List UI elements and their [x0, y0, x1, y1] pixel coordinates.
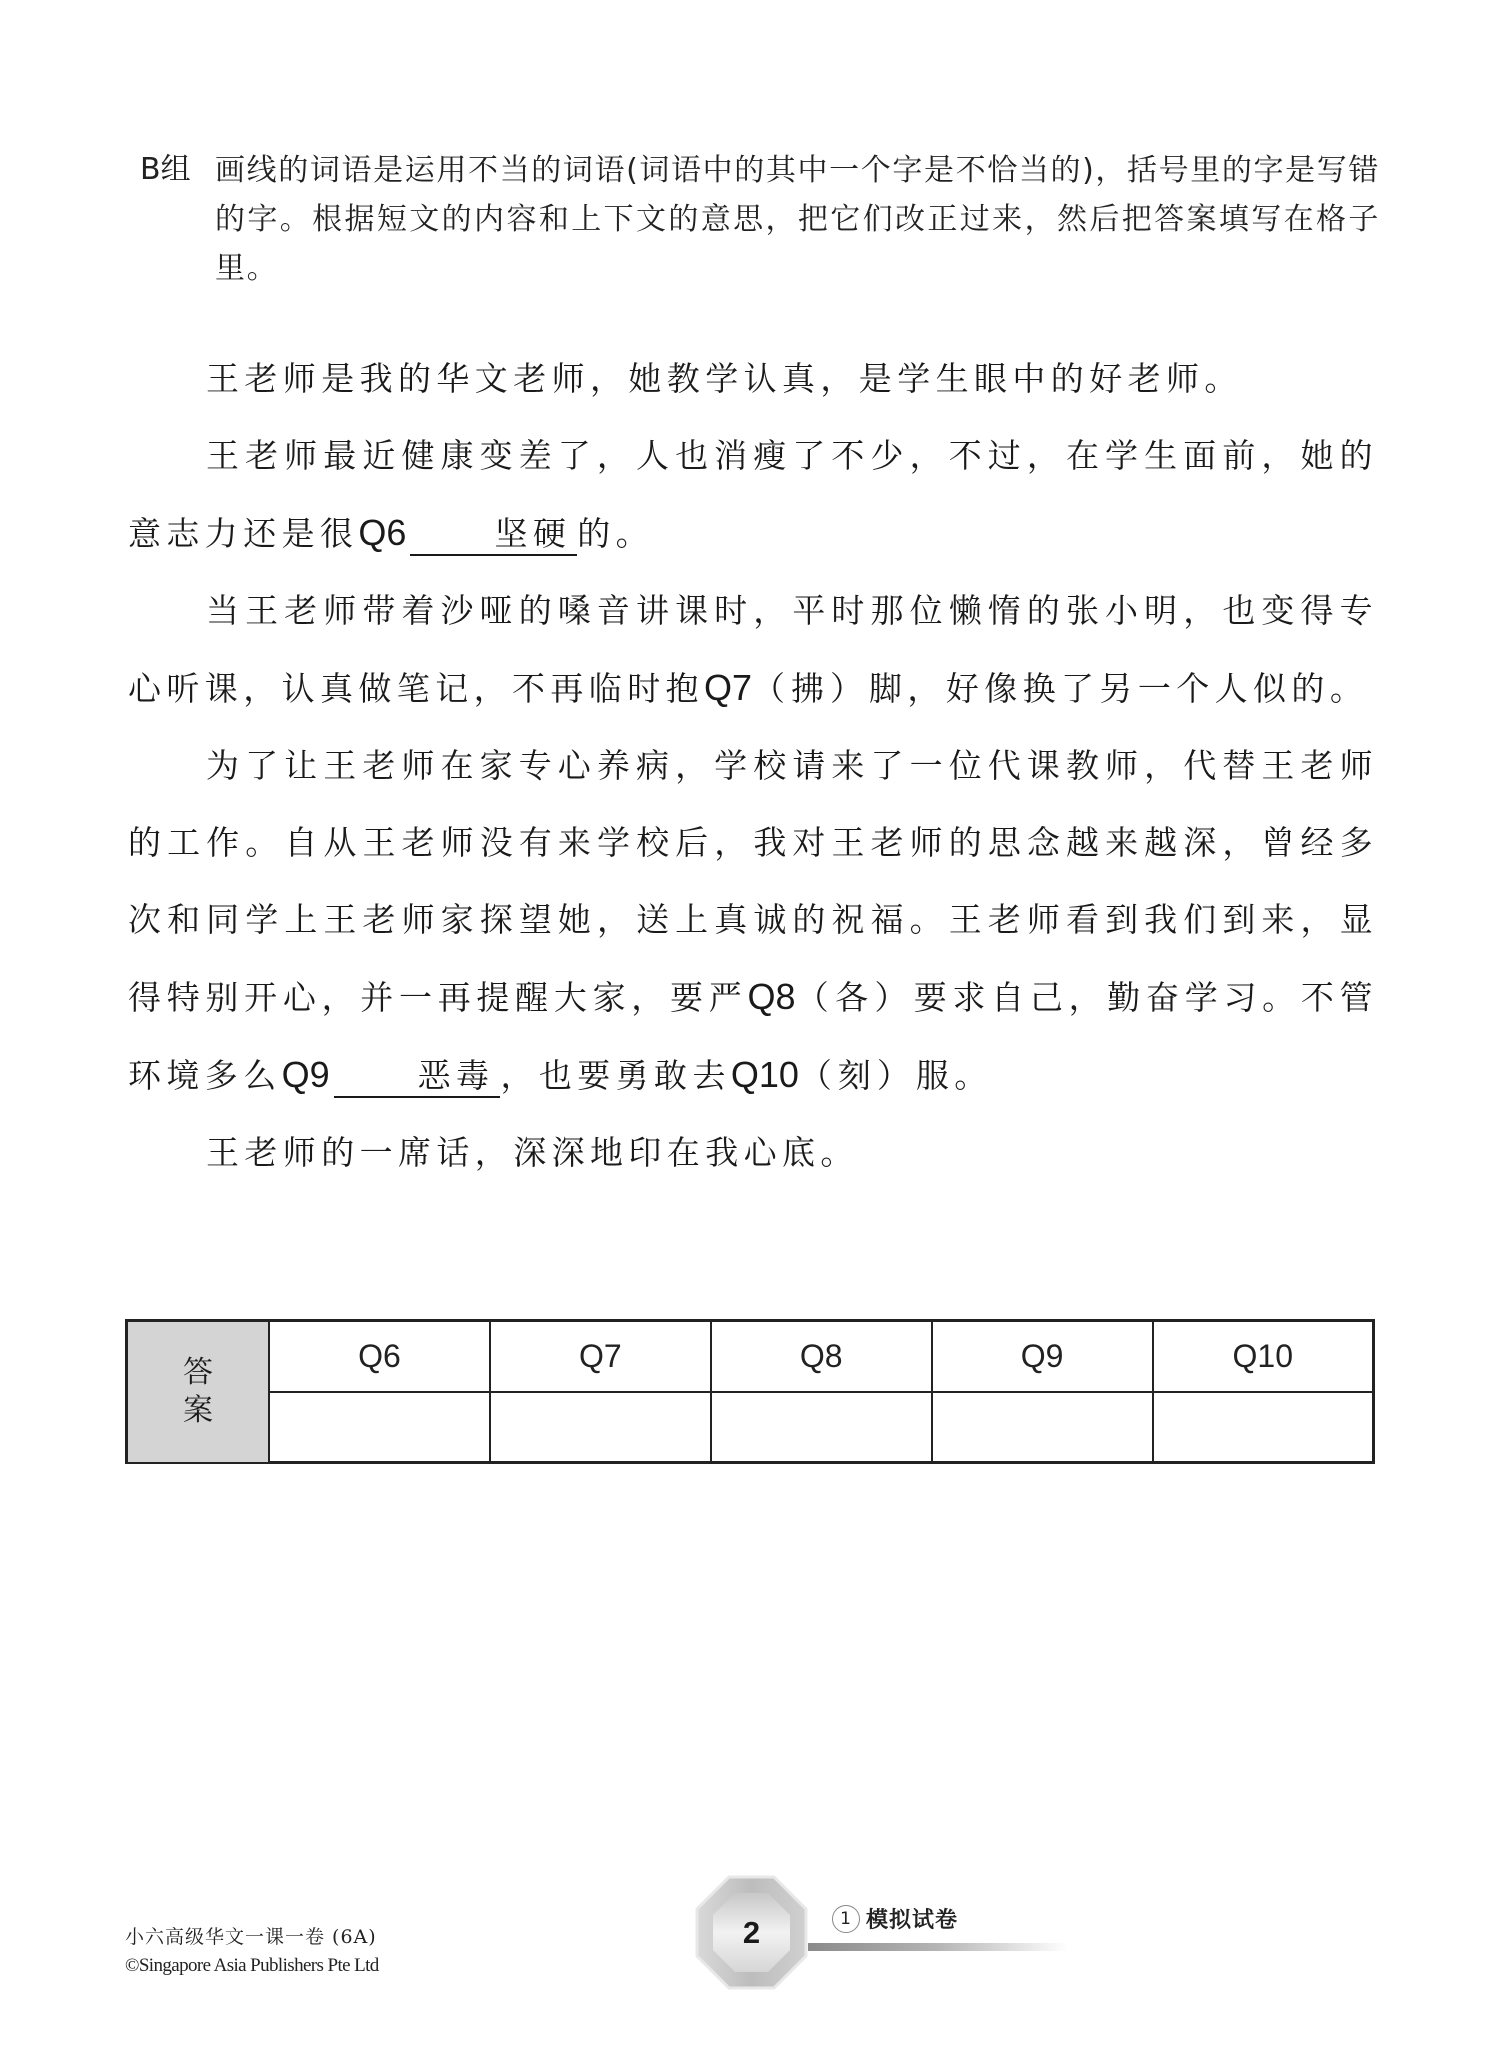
paragraph-2-text: 王老师最近健康变差了，人也消瘦了不少，不过，在学生面前，她的意志力还是很: [128, 436, 1378, 553]
answer-cell-q6[interactable]: [269, 1392, 490, 1463]
footer-publisher-info: [125, 1920, 379, 1978]
paragraph-2: [128, 417, 1378, 572]
paragraph-3-end: 脚，好像换了另一个人似的。: [869, 669, 1369, 708]
paragraph-5: 王老师的一席话，深深地印在我心底。: [206, 1133, 859, 1172]
question-label-q8: Q8: [747, 976, 796, 1017]
answer-cell-q7[interactable]: [490, 1392, 711, 1463]
answer-label-char-1: 答: [183, 1354, 213, 1390]
answer-table-answer-row: [127, 1392, 1374, 1463]
paragraph-4: [128, 727, 1378, 1114]
paragraph-1: 王老师是我的华文老师，她教学认真，是学生眼中的好老师。: [206, 359, 1243, 398]
section-label: B组: [140, 152, 191, 187]
answer-label-char-2: 案: [183, 1392, 213, 1428]
page-number: 2: [742, 1914, 761, 1950]
book-title: 小六高级华文一课一卷 (6A): [125, 1926, 377, 1948]
column-header-q7: Q7: [490, 1321, 711, 1393]
paragraph-3-text: 当王老师带着沙哑的嗓音讲课时，平时那位懒惰的张小明，也变得专心听课，认真做笔记，不再临时抱: [128, 591, 1378, 708]
paragraph-4-middle: 要求自己，勤奋学习。不管环境多么: [128, 978, 1378, 1095]
paragraph-2-end: 的。: [577, 514, 655, 553]
question-label-q7: Q7: [704, 667, 753, 708]
bracket-char-q10: （刻）: [798, 1056, 916, 1095]
chapter-rule: [808, 1943, 1068, 1951]
underlined-word-q9: 恶毒: [334, 1056, 501, 1098]
paragraph-4-end: 服。: [915, 1056, 993, 1095]
passage: [128, 340, 1378, 1191]
answer-table-header-row: [127, 1321, 1374, 1393]
copyright-text: ©Singapore Asia Publishers Pte Ltd: [125, 1955, 379, 1976]
answer-cell-q8[interactable]: [711, 1392, 932, 1463]
answer-cell-q10[interactable]: [1153, 1392, 1374, 1463]
question-label-q6: Q6: [358, 512, 407, 553]
page-number-badge: [695, 1875, 808, 1990]
paragraph-4-text: 为了让王老师在家专心养病，学校请来了一位代课教师，代替王老师的工作。自从王老师没有来学校后，我对王老师的思念越来越深，曾经多次和同学上王老师家探望她，送上真诚的祝福。王老师看到我们到来，显得特别开心，并一再提醒大家，要严: [128, 746, 1378, 1017]
column-header-q8: Q8: [711, 1321, 932, 1393]
underlined-word-q6: 坚硬: [410, 514, 577, 556]
chapter-title: 模拟试卷: [866, 1908, 959, 1933]
chapter-number-circle-icon: 1: [832, 1905, 860, 1933]
bracket-char-q8: （各）: [795, 978, 914, 1017]
answer-cell-q9[interactable]: [932, 1392, 1153, 1463]
paragraph-4-middle2: ，也要勇敢去: [500, 1056, 731, 1095]
column-header-q6: Q6: [269, 1321, 490, 1393]
column-header-q10: Q10: [1153, 1321, 1374, 1393]
chapter-heading: [832, 1903, 958, 1934]
question-label-q10: Q10: [730, 1054, 799, 1095]
question-label-q9: Q9: [281, 1054, 330, 1095]
column-header-q9: Q9: [932, 1321, 1153, 1393]
answer-label-cell: [127, 1321, 270, 1463]
instructions-text: 画线的词语是运用不当的词语(词语中的其中一个字是不恰当的)，括号里的字是写错的字。根据短文的内容和上下文的意思，把它们改正过来，然后把答案填写在格子里。: [215, 153, 1380, 286]
bracket-char-q7: （拂）: [752, 669, 870, 708]
paragraph-3: [128, 572, 1378, 727]
answer-table: [125, 1319, 1375, 1464]
